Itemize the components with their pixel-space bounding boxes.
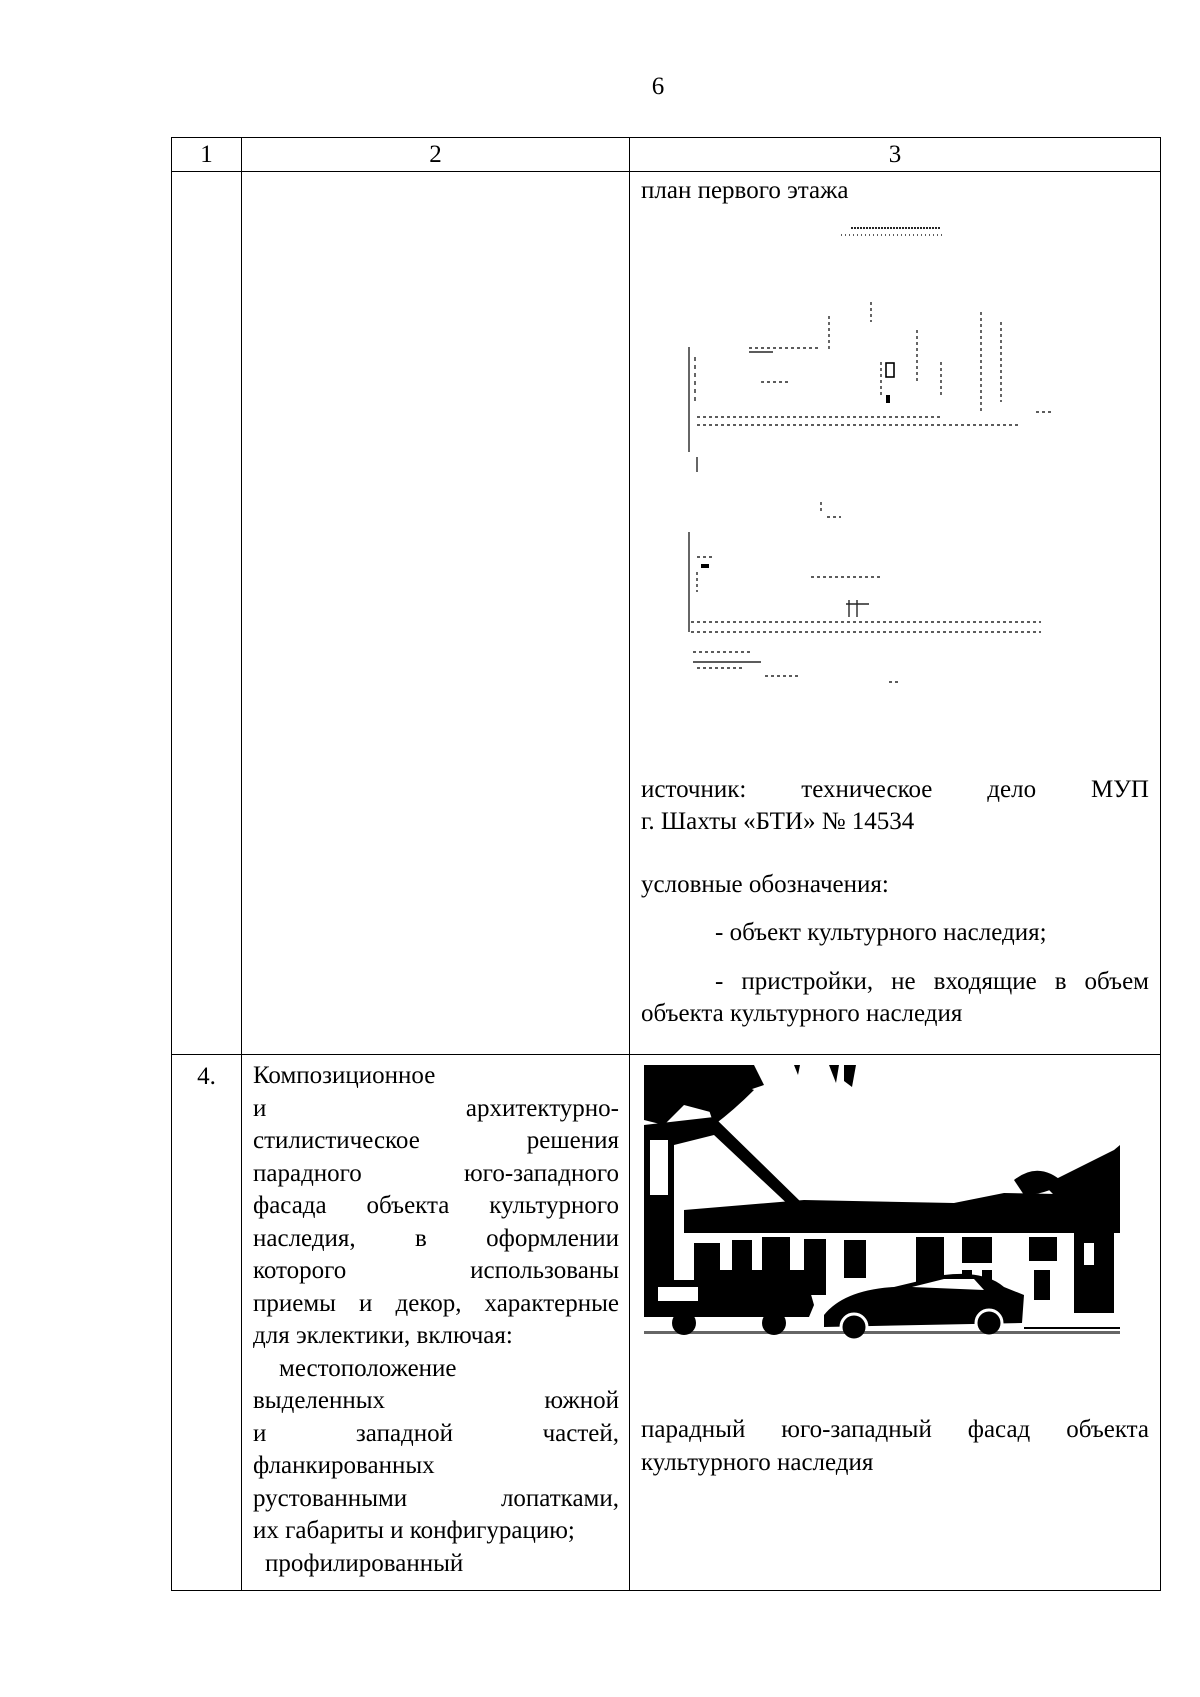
row-4-line: местоположение	[279, 1354, 457, 1382]
row-plan-number	[172, 172, 242, 1055]
page-number: 6	[651, 73, 665, 100]
row-4-line: фланкированных	[253, 1452, 435, 1479]
row-4-line: приемы и декор, характерные	[253, 1289, 619, 1317]
table-row-4	[172, 1055, 1161, 1591]
row-4-line: которого использованы	[253, 1257, 619, 1284]
row-4-line: рустованными лопатками,	[253, 1484, 619, 1512]
row-4-line: парадного юго-западного	[253, 1159, 619, 1187]
plan-source-line-1: источник: техническое дело МУП	[641, 775, 1149, 803]
row-4-line: стилистическое решения	[253, 1127, 619, 1154]
row-4-line: и западной частей,	[253, 1419, 619, 1447]
header-col-2: 2	[242, 138, 630, 172]
floor-plan-drawing-icon	[641, 212, 1150, 734]
header-col-1: 1	[172, 138, 242, 172]
plan-source-line-2: г. Шахты «БТИ» № 14534	[641, 808, 915, 835]
row-4-line: выделенных южной	[253, 1387, 619, 1414]
table-header-row	[172, 138, 1161, 172]
legend-item-heritage: - объект культурного наследия;	[715, 919, 1047, 946]
photo-caption: парадный юго-западный фасад объекта культурного наследия	[641, 1416, 1149, 1476]
row-4-line: профилированный	[265, 1549, 464, 1577]
table-row-plan	[172, 172, 1161, 1055]
header-col-3: 3	[630, 138, 1161, 172]
row-4-content	[630, 1055, 1161, 1591]
row-4-line: наследия, в оформлении	[253, 1224, 619, 1252]
row-4-line: их габариты и конфигурацию;	[253, 1517, 575, 1544]
row-4-line: и архитектурно-	[253, 1094, 619, 1122]
row-4-description	[242, 1055, 630, 1591]
plan-caption: план первого этажа	[641, 177, 849, 204]
row-4-line: Композиционное	[253, 1062, 436, 1089]
row-4-line: фасада объекта культурного	[253, 1192, 619, 1219]
facade-photo-icon	[644, 1065, 1120, 1387]
document-table	[171, 137, 1161, 1591]
legend-item-extensions: - пристройки, не входящие в объем объекта культурного наследия	[641, 967, 1149, 1027]
row-4-number: 4.	[172, 1055, 242, 1591]
row-4-line: для эклектики, включая:	[253, 1322, 513, 1349]
row-plan-content	[630, 172, 1161, 1055]
row-plan-description	[242, 172, 630, 1055]
legend-title: условные обозначения:	[641, 870, 889, 898]
